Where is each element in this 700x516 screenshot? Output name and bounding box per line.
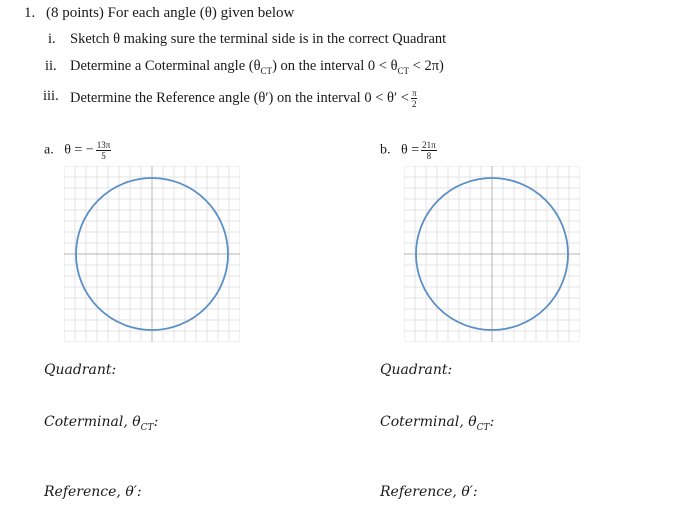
part-a-coterminal-text: Coterminal, θ — [44, 414, 141, 430]
item-ii-subscript-1: CT — [260, 65, 273, 76]
item-iii-text — [70, 88, 419, 109]
part-b-header — [380, 140, 439, 161]
unit-circle-graph-a[interactable] — [64, 166, 240, 342]
part-a-fraction — [96, 140, 112, 161]
part-b-coterminal-sub: CT — [476, 422, 490, 433]
item-iii-fraction — [411, 88, 418, 109]
part-b-quadrant-label: Quadrant: — [380, 362, 453, 378]
item-iii-frac-bottom: 2 — [411, 99, 417, 109]
part-a-header — [44, 140, 113, 161]
problem-number: 1. — [24, 5, 36, 21]
part-a-frac-top: 13π — [96, 140, 111, 150]
part-b-coterminal-label — [380, 414, 494, 433]
item-ii-text-part2: ) on the interval 0 < θ — [272, 58, 398, 74]
item-ii-text — [70, 58, 444, 76]
part-a-label: a. — [44, 142, 54, 158]
item-iii-frac-top: π — [411, 88, 417, 98]
problem-heading: (8 points) For each angle (θ) given below — [46, 5, 295, 21]
part-b-label: b. — [380, 142, 391, 158]
item-ii-text-part3: < 2π) — [409, 58, 444, 74]
part-a-coterminal-sub: CT — [140, 422, 154, 433]
item-ii-number: ii. — [45, 58, 57, 74]
part-b-coterminal-colon: : — [489, 414, 495, 430]
part-b-frac-bottom: 8 — [426, 151, 432, 161]
unit-circle-graph-b[interactable] — [404, 166, 580, 342]
part-a-reference-label: Reference, θ′: — [44, 484, 142, 500]
item-i-text: Sketch θ making sure the terminal side is in the correct Quadrant — [70, 31, 447, 47]
part-b-coterminal-text: Coterminal, θ — [380, 414, 477, 430]
part-a-coterminal-colon: : — [153, 414, 159, 430]
part-a-quadrant-label: Quadrant: — [44, 362, 117, 378]
part-a-theta-prefix: θ = − — [64, 142, 94, 158]
part-b-fraction — [421, 140, 437, 161]
part-b-reference-label: Reference, θ′: — [380, 484, 478, 500]
item-iii-number: iii. — [43, 88, 59, 104]
part-b-theta-prefix: θ = — [401, 142, 420, 158]
item-iii-text-main: Determine the Reference angle (θ′) on the interval 0 < θ′ < — [70, 89, 409, 106]
part-b-frac-top: 21π — [422, 140, 436, 150]
part-a-frac-bottom: 5 — [101, 151, 106, 161]
item-ii-subscript-2: CT — [397, 65, 410, 76]
part-a-coterminal-label — [44, 414, 158, 433]
item-i-number: i. — [48, 31, 56, 47]
item-ii-text-part1: Determine a Coterminal angle (θ — [70, 58, 261, 74]
